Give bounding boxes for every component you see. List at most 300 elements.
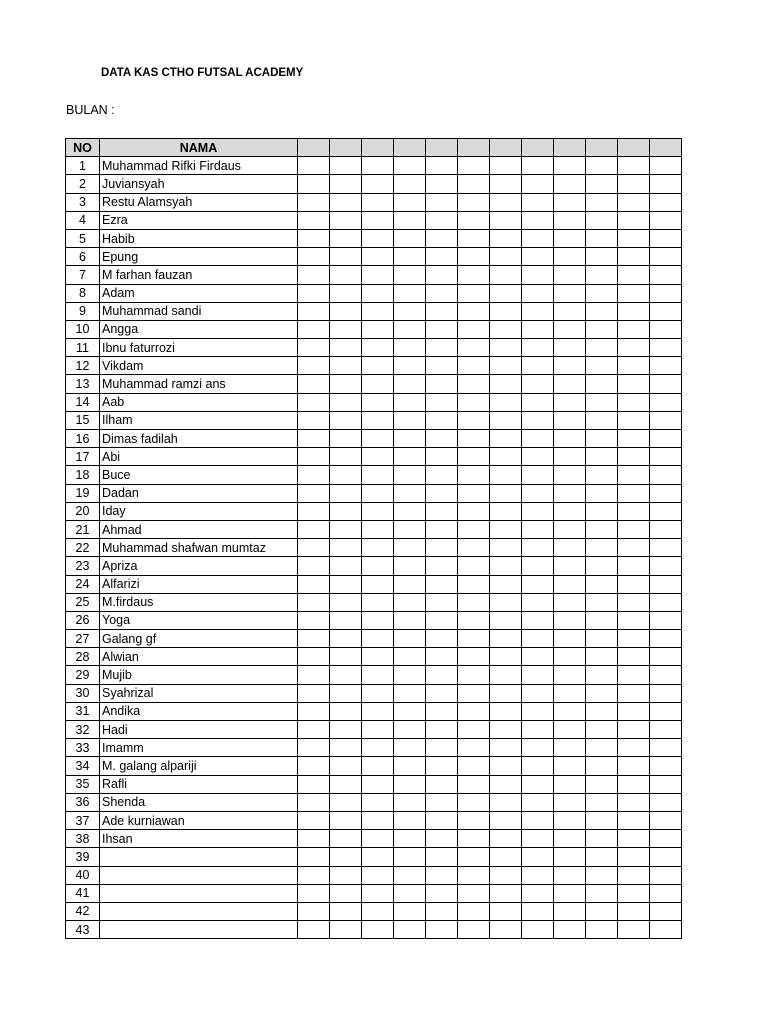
payment-cell [362, 430, 394, 448]
payment-cell [330, 702, 362, 720]
payment-cell [586, 848, 618, 866]
payment-cell [554, 229, 586, 247]
payment-cell [586, 557, 618, 575]
payment-cell [394, 393, 426, 411]
payment-cell [650, 211, 682, 229]
payment-cell [586, 630, 618, 648]
payment-cell [522, 775, 554, 793]
payment-cell [458, 757, 490, 775]
payment-cell [394, 520, 426, 538]
payment-cell [330, 848, 362, 866]
payment-cell [362, 557, 394, 575]
payment-cell [586, 157, 618, 175]
payment-cell [426, 430, 458, 448]
payment-cell [298, 393, 330, 411]
payment-cell [330, 229, 362, 247]
payment-cell [586, 684, 618, 702]
payment-cell [490, 502, 522, 520]
payment-cell [522, 848, 554, 866]
member-name: Imamm [100, 739, 298, 757]
payment-cell [554, 866, 586, 884]
table-row [66, 866, 682, 884]
table-row [66, 739, 682, 757]
payment-cell [554, 848, 586, 866]
payment-cell [490, 520, 522, 538]
payment-cell [426, 229, 458, 247]
payment-cell [650, 248, 682, 266]
payment-cell [586, 721, 618, 739]
payment-cell [650, 484, 682, 502]
payment-cell [650, 593, 682, 611]
header-payment-cell [618, 139, 650, 157]
payment-cell [554, 702, 586, 720]
payment-cell [554, 775, 586, 793]
payment-cell [522, 157, 554, 175]
payment-cell [362, 229, 394, 247]
row-number: 21 [66, 520, 100, 538]
payment-cell [490, 266, 522, 284]
cash-table [65, 138, 682, 939]
payment-cell [362, 666, 394, 684]
member-name [100, 848, 298, 866]
payment-cell [426, 630, 458, 648]
payment-cell [458, 830, 490, 848]
payment-cell [586, 302, 618, 320]
member-name: Alwian [100, 648, 298, 666]
payment-cell [426, 248, 458, 266]
header-payment-cell [330, 139, 362, 157]
table-row [66, 375, 682, 393]
payment-cell [650, 466, 682, 484]
row-number: 29 [66, 666, 100, 684]
payment-cell [586, 393, 618, 411]
payment-cell [298, 702, 330, 720]
member-name: Dadan [100, 484, 298, 502]
payment-cell [458, 411, 490, 429]
table-row [66, 557, 682, 575]
payment-cell [394, 611, 426, 629]
row-number: 32 [66, 721, 100, 739]
payment-cell [298, 684, 330, 702]
payment-cell [586, 411, 618, 429]
payment-cell [298, 248, 330, 266]
payment-cell [522, 866, 554, 884]
payment-cell [586, 266, 618, 284]
payment-cell [330, 157, 362, 175]
payment-cell [362, 866, 394, 884]
payment-cell [586, 539, 618, 557]
payment-cell [298, 539, 330, 557]
table-row [66, 157, 682, 175]
payment-cell [522, 739, 554, 757]
payment-cell [298, 502, 330, 520]
member-name: Iday [100, 502, 298, 520]
payment-cell [298, 775, 330, 793]
payment-cell [298, 375, 330, 393]
table-row [66, 193, 682, 211]
payment-cell [490, 320, 522, 338]
payment-cell [458, 684, 490, 702]
header-payment-cell [426, 139, 458, 157]
table-row [66, 211, 682, 229]
member-name: Vikdam [100, 357, 298, 375]
payment-cell [586, 757, 618, 775]
payment-cell [426, 593, 458, 611]
payment-cell [554, 666, 586, 684]
payment-cell [362, 193, 394, 211]
payment-cell [490, 593, 522, 611]
row-number: 35 [66, 775, 100, 793]
payment-cell [298, 557, 330, 575]
payment-cell [554, 266, 586, 284]
payment-cell [298, 193, 330, 211]
row-number: 9 [66, 302, 100, 320]
payment-cell [490, 339, 522, 357]
payment-cell [330, 630, 362, 648]
payment-cell [330, 375, 362, 393]
payment-cell [298, 339, 330, 357]
header-name: NAMA [100, 139, 298, 157]
payment-cell [586, 775, 618, 793]
payment-cell [522, 830, 554, 848]
payment-cell [426, 175, 458, 193]
payment-cell [394, 502, 426, 520]
payment-cell [586, 793, 618, 811]
member-name: Galang gf [100, 630, 298, 648]
payment-cell [362, 757, 394, 775]
member-name: Mujib [100, 666, 298, 684]
payment-cell [650, 830, 682, 848]
payment-cell [362, 266, 394, 284]
payment-cell [298, 830, 330, 848]
payment-cell [650, 229, 682, 247]
table-row [66, 848, 682, 866]
payment-cell [586, 666, 618, 684]
payment-cell [330, 357, 362, 375]
payment-cell [330, 884, 362, 902]
payment-cell [650, 848, 682, 866]
payment-cell [298, 921, 330, 939]
table-row [66, 320, 682, 338]
payment-cell [554, 248, 586, 266]
payment-cell [618, 411, 650, 429]
payment-cell [330, 684, 362, 702]
payment-cell [394, 884, 426, 902]
payment-cell [490, 248, 522, 266]
payment-cell [458, 266, 490, 284]
payment-cell [458, 848, 490, 866]
payment-cell [330, 520, 362, 538]
payment-cell [330, 248, 362, 266]
payment-cell [554, 430, 586, 448]
payment-cell [330, 611, 362, 629]
payment-cell [458, 375, 490, 393]
member-name: Muhammad sandi [100, 302, 298, 320]
payment-cell [618, 575, 650, 593]
payment-cell [618, 502, 650, 520]
row-number: 31 [66, 702, 100, 720]
payment-cell [650, 302, 682, 320]
payment-cell [490, 211, 522, 229]
payment-cell [426, 848, 458, 866]
payment-cell [362, 484, 394, 502]
payment-cell [330, 721, 362, 739]
payment-cell [362, 157, 394, 175]
payment-cell [330, 739, 362, 757]
payment-cell [586, 520, 618, 538]
payment-cell [330, 921, 362, 939]
payment-cell [650, 902, 682, 920]
row-number: 25 [66, 593, 100, 611]
payment-cell [522, 375, 554, 393]
payment-cell [586, 811, 618, 829]
payment-cell [426, 884, 458, 902]
payment-cell [362, 502, 394, 520]
payment-cell [458, 811, 490, 829]
payment-cell [394, 248, 426, 266]
payment-cell [650, 739, 682, 757]
payment-cell [618, 830, 650, 848]
payment-cell [586, 648, 618, 666]
payment-cell [522, 884, 554, 902]
table-row [66, 430, 682, 448]
payment-cell [618, 393, 650, 411]
member-name [100, 902, 298, 920]
payment-cell [650, 284, 682, 302]
payment-cell [650, 793, 682, 811]
table-row [66, 721, 682, 739]
payment-cell [618, 648, 650, 666]
payment-cell [458, 593, 490, 611]
payment-cell [650, 448, 682, 466]
payment-cell [330, 284, 362, 302]
payment-cell [618, 193, 650, 211]
payment-cell [458, 557, 490, 575]
payment-cell [522, 520, 554, 538]
payment-cell [330, 320, 362, 338]
payment-cell [554, 811, 586, 829]
payment-cell [554, 830, 586, 848]
payment-cell [330, 411, 362, 429]
document-title: DATA KAS CTHO FUTSAL ACADEMY [101, 67, 304, 79]
payment-cell [394, 484, 426, 502]
payment-cell [330, 539, 362, 557]
header-payment-cell [458, 139, 490, 157]
payment-cell [522, 611, 554, 629]
payment-cell [298, 175, 330, 193]
payment-cell [426, 757, 458, 775]
payment-cell [330, 393, 362, 411]
payment-cell [362, 884, 394, 902]
payment-cell [362, 611, 394, 629]
table-row [66, 357, 682, 375]
payment-cell [394, 211, 426, 229]
payment-cell [522, 175, 554, 193]
payment-cell [650, 266, 682, 284]
payment-cell [554, 411, 586, 429]
row-number: 17 [66, 448, 100, 466]
row-number: 6 [66, 248, 100, 266]
row-number: 36 [66, 793, 100, 811]
member-name: Ibnu faturrozi [100, 339, 298, 357]
payment-cell [650, 866, 682, 884]
payment-cell [330, 193, 362, 211]
payment-cell [490, 793, 522, 811]
member-name: M.firdaus [100, 593, 298, 611]
row-number: 24 [66, 575, 100, 593]
payment-cell [298, 284, 330, 302]
payment-cell [650, 339, 682, 357]
payment-cell [554, 593, 586, 611]
payment-cell [586, 357, 618, 375]
payment-cell [490, 411, 522, 429]
row-number: 5 [66, 229, 100, 247]
payment-cell [298, 848, 330, 866]
row-number: 3 [66, 193, 100, 211]
payment-cell [362, 520, 394, 538]
payment-cell [522, 466, 554, 484]
payment-cell [330, 757, 362, 775]
payment-cell [426, 484, 458, 502]
row-number: 27 [66, 630, 100, 648]
header-payment-cell [586, 139, 618, 157]
payment-cell [394, 448, 426, 466]
payment-cell [298, 448, 330, 466]
member-name: Ade kurniawan [100, 811, 298, 829]
payment-cell [522, 648, 554, 666]
payment-cell [522, 339, 554, 357]
payment-cell [458, 666, 490, 684]
payment-cell [458, 357, 490, 375]
payment-cell [618, 175, 650, 193]
payment-cell [298, 793, 330, 811]
payment-cell [490, 157, 522, 175]
payment-cell [458, 702, 490, 720]
payment-cell [426, 702, 458, 720]
payment-cell [490, 466, 522, 484]
payment-cell [522, 593, 554, 611]
payment-cell [554, 302, 586, 320]
payment-cell [298, 757, 330, 775]
member-name: Restu Alamsyah [100, 193, 298, 211]
payment-cell [554, 648, 586, 666]
payment-cell [298, 593, 330, 611]
payment-cell [394, 157, 426, 175]
payment-cell [650, 175, 682, 193]
payment-cell [458, 430, 490, 448]
row-number: 11 [66, 339, 100, 357]
payment-cell [298, 302, 330, 320]
payment-cell [426, 648, 458, 666]
payment-cell [618, 611, 650, 629]
payment-cell [554, 902, 586, 920]
table-row [66, 466, 682, 484]
member-name: Ahmad [100, 520, 298, 538]
payment-cell [394, 575, 426, 593]
payment-cell [490, 302, 522, 320]
payment-cell [490, 448, 522, 466]
payment-cell [394, 921, 426, 939]
payment-cell [362, 793, 394, 811]
payment-cell [586, 430, 618, 448]
payment-cell [426, 357, 458, 375]
table-row [66, 793, 682, 811]
header-payment-cell [650, 139, 682, 157]
payment-cell [298, 630, 330, 648]
payment-cell [394, 320, 426, 338]
payment-cell [426, 193, 458, 211]
payment-cell [394, 866, 426, 884]
payment-cell [458, 211, 490, 229]
payment-cell [458, 229, 490, 247]
payment-cell [490, 684, 522, 702]
payment-cell [426, 775, 458, 793]
payment-cell [362, 411, 394, 429]
payment-cell [490, 811, 522, 829]
table-row [66, 921, 682, 939]
header-payment-cell [490, 139, 522, 157]
payment-cell [298, 611, 330, 629]
payment-cell [522, 266, 554, 284]
payment-cell [554, 193, 586, 211]
member-name: Aab [100, 393, 298, 411]
payment-cell [586, 902, 618, 920]
payment-cell [330, 866, 362, 884]
payment-cell [650, 539, 682, 557]
payment-cell [458, 866, 490, 884]
member-name: Ezra [100, 211, 298, 229]
payment-cell [618, 539, 650, 557]
payment-cell [298, 666, 330, 684]
table-row [66, 339, 682, 357]
payment-cell [394, 339, 426, 357]
payment-cell [522, 193, 554, 211]
payment-cell [330, 302, 362, 320]
member-name: Muhammad shafwan mumtaz [100, 539, 298, 557]
payment-cell [490, 193, 522, 211]
payment-cell [522, 793, 554, 811]
payment-cell [650, 575, 682, 593]
payment-cell [522, 320, 554, 338]
payment-cell [522, 702, 554, 720]
table-row [66, 248, 682, 266]
payment-cell [394, 902, 426, 920]
payment-cell [426, 502, 458, 520]
payment-cell [458, 630, 490, 648]
payment-cell [618, 284, 650, 302]
payment-cell [330, 811, 362, 829]
payment-cell [490, 921, 522, 939]
payment-cell [490, 611, 522, 629]
payment-cell [490, 902, 522, 920]
payment-cell [298, 211, 330, 229]
payment-cell [586, 502, 618, 520]
payment-cell [330, 430, 362, 448]
payment-cell [618, 157, 650, 175]
payment-cell [394, 539, 426, 557]
payment-cell [426, 302, 458, 320]
payment-cell [490, 575, 522, 593]
payment-cell [586, 248, 618, 266]
payment-cell [490, 484, 522, 502]
payment-cell [426, 320, 458, 338]
payment-cell [458, 302, 490, 320]
payment-cell [618, 811, 650, 829]
payment-cell [362, 921, 394, 939]
payment-cell [618, 520, 650, 538]
payment-cell [362, 357, 394, 375]
payment-cell [650, 520, 682, 538]
